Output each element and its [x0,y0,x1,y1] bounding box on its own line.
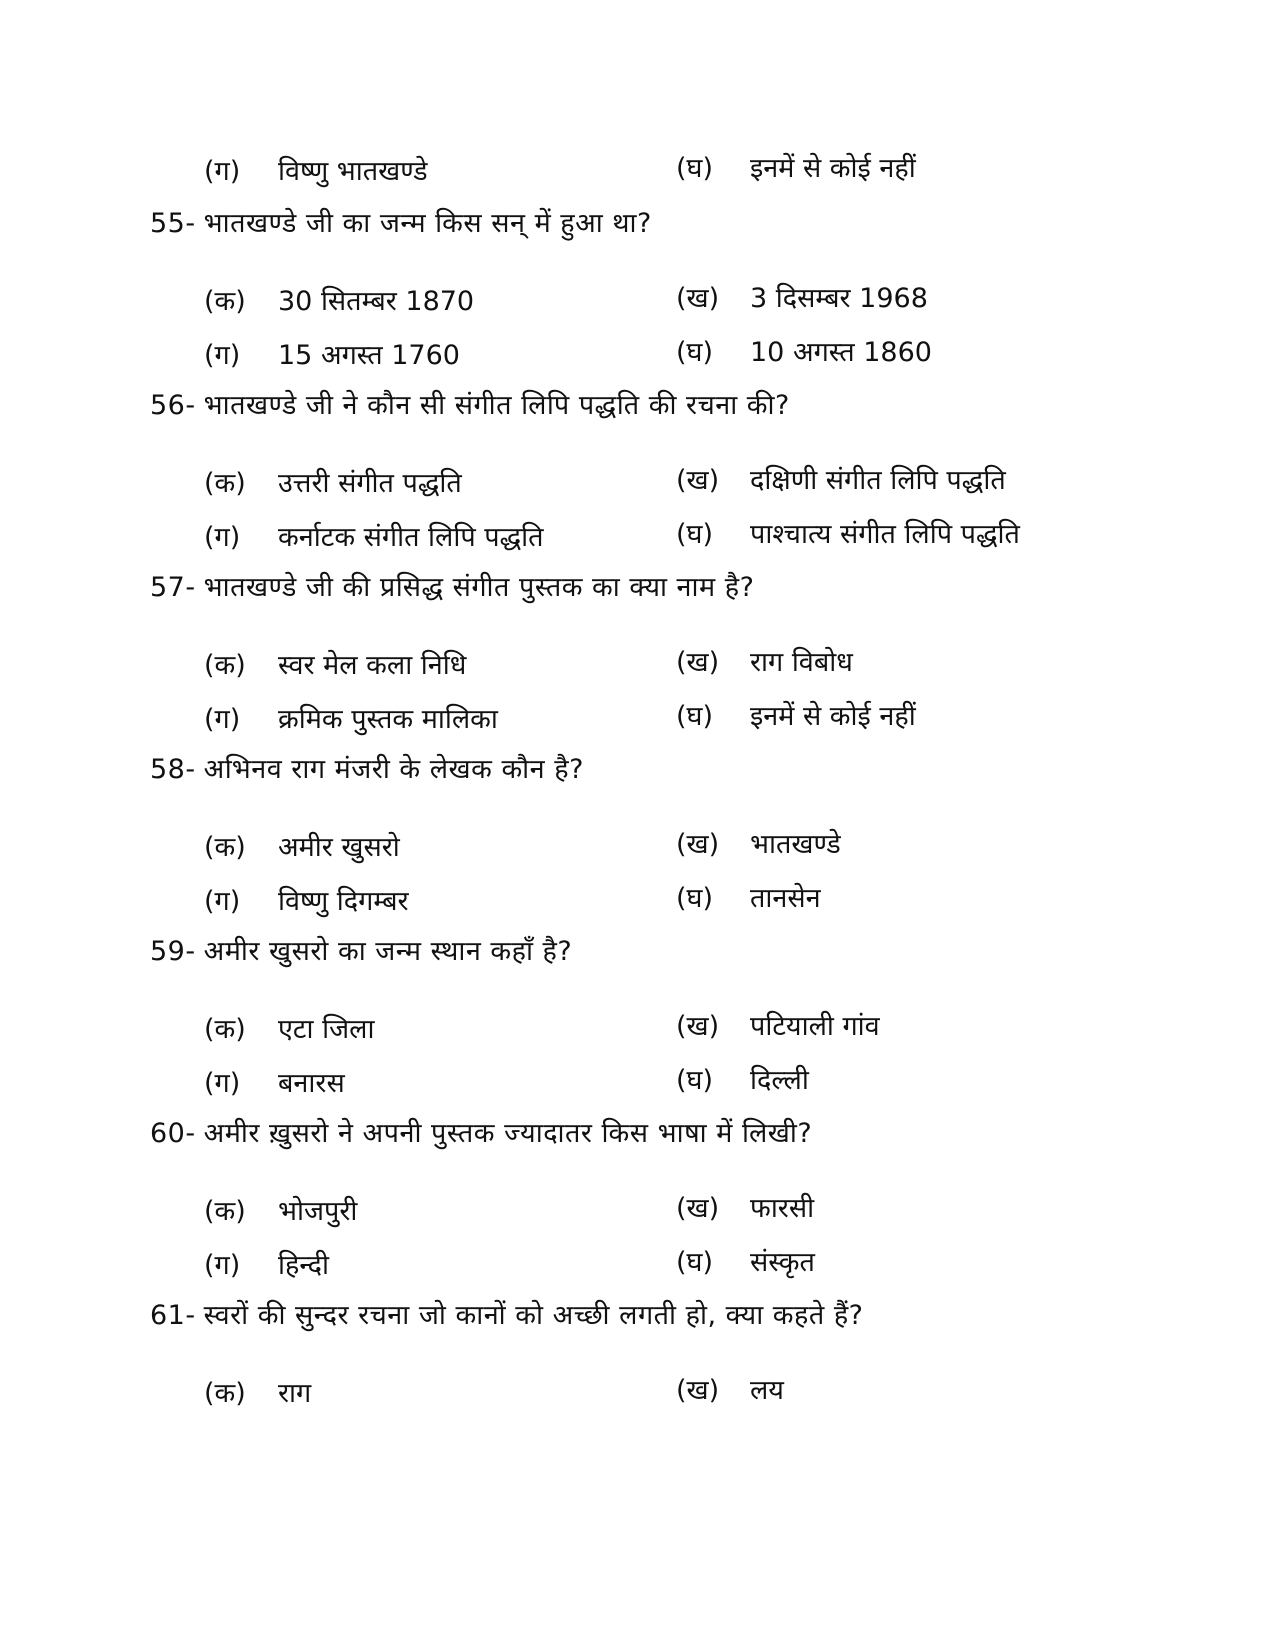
question-text: अमीर खुसरो का जन्म स्थान कहाँ है? [203,936,573,967]
question-58 [150,756,584,783]
question-55 [150,210,652,237]
question-number: 56- [150,390,196,421]
option-text: क्रमिक पुस्तक मालिका [278,704,498,735]
option-kha [676,285,928,312]
option-text: 15 अगस्त 1760 [278,340,460,371]
option-label: (ख) [676,1375,720,1406]
option-label: (ख) [676,1011,720,1042]
option-text: विष्णु दिगम्बर [278,886,409,917]
option-kha [676,467,1006,494]
option-ka [204,1198,357,1225]
option-label: (ग) [204,156,241,187]
option-label: (घ) [676,1065,714,1096]
question-text: अभिनव राग मंजरी के लेखक कौन है? [203,754,584,785]
option-ka [204,834,400,861]
option-label: (क) [204,1196,246,1227]
question-number: 55- [150,208,196,239]
option-label: (ग) [204,340,241,371]
option-ka [204,288,474,315]
option-label: (ग) [204,886,241,917]
option-ga [204,524,544,551]
option-text: फारसी [750,1193,815,1224]
option-text: संस्कृत [750,1247,815,1278]
option-text: पाश्चात्य संगीत लिपि पद्धति [750,519,1020,550]
option-label: (घ) [676,519,714,550]
option-text: तानसेन [750,883,821,914]
question-text: भातखण्डे जी की प्रसिद्ध संगीत पुस्तक का क्या नाम है? [203,572,755,603]
option-gha [676,1249,815,1276]
option-text: 30 सितम्बर 1870 [278,286,475,317]
option-text: लय [750,1375,784,1406]
option-label: (ख) [676,465,720,496]
option-kha [676,1013,880,1040]
option-label: (ख) [676,829,720,860]
question-61 [150,1302,864,1329]
option-label: (क) [204,650,246,681]
option-gha [676,521,1020,548]
option-text: इनमें से कोई नहीं [750,701,916,732]
option-text: 3 दिसम्बर 1968 [750,283,928,314]
question-number: 61- [150,1300,196,1331]
option-kha [676,1195,814,1222]
option-label: (ख) [676,647,720,678]
option-text: उत्तरी संगीत पद्धति [278,468,462,499]
question-number: 58- [150,754,196,785]
option-text: इनमें से कोई नहीं [750,153,916,184]
option-text: कर्नाटक संगीत लिपि पद्धति [278,522,544,553]
option-label: (क) [204,1378,246,1409]
option-text: विष्णु भातखण्डे [278,156,428,187]
option-label: (ख) [676,1193,720,1224]
option-label: (क) [204,832,246,863]
option-gha [676,703,916,730]
option-label: (ख) [676,283,720,314]
option-label: (क) [204,468,246,499]
question-text: भातखण्डे जी ने कौन सी संगीत लिपि पद्धति की रचना की? [203,390,790,421]
option-text: भोजपुरी [278,1196,358,1227]
option-text: राग [278,1378,312,1409]
question-59 [150,938,572,965]
option-ga [204,706,498,733]
question-text: भातखण्डे जी का जन्म किस सन् में हुआ था? [203,208,652,239]
option-gha [676,339,932,366]
question-number: 57- [150,572,196,603]
option-text: स्वर मेल कला निधि [278,650,467,681]
option-gha [676,885,821,912]
option-ga [204,342,460,369]
option-kha [676,1377,784,1404]
option-gha [676,1067,809,1094]
option-text: अमीर खुसरो [278,832,400,863]
option-ka [204,1016,374,1043]
option-label: (घ) [676,337,714,368]
question-number: 60- [150,1118,196,1149]
question-56 [150,392,790,419]
option-gha [676,155,916,182]
option-label: (ग) [204,522,241,553]
option-text: पटियाली गांव [750,1011,880,1042]
option-label: (घ) [676,883,714,914]
question-57 [150,574,754,601]
option-ka [204,1380,311,1407]
option-ga [204,158,428,185]
option-label: (घ) [676,701,714,732]
option-text: बनारस [278,1068,345,1099]
question-60 [150,1120,812,1147]
option-label: (ग) [204,1250,241,1281]
option-text: दक्षिणी संगीत लिपि पद्धति [750,465,1006,496]
option-text: 10 अगस्त 1860 [750,337,932,368]
option-kha [676,649,853,676]
option-text: राग विबोध [750,647,853,678]
option-ga [204,1252,329,1279]
option-label: (ग) [204,704,241,735]
option-ga [204,1070,345,1097]
option-label: (ग) [204,1068,241,1099]
question-text: स्वरों की सुन्दर रचना जो कानों को अच्छी लगती हो, क्या कहते हैं? [203,1300,864,1331]
option-text: एटा जिला [278,1014,375,1045]
option-ka [204,652,466,679]
option-label: (क) [204,1014,246,1045]
option-ka [204,470,462,497]
option-label: (घ) [676,153,714,184]
option-label: (घ) [676,1247,714,1278]
option-text: हिन्दी [278,1250,330,1281]
option-text: भातखण्डे [750,829,841,860]
question-number: 59- [150,936,196,967]
option-label: (क) [204,286,246,317]
option-kha [676,831,841,858]
option-ga [204,888,409,915]
question-text: अमीर ख़ुसरो ने अपनी पुस्तक ज्यादातर किस भाषा में लिखी? [203,1118,813,1149]
option-text: दिल्ली [750,1065,809,1096]
